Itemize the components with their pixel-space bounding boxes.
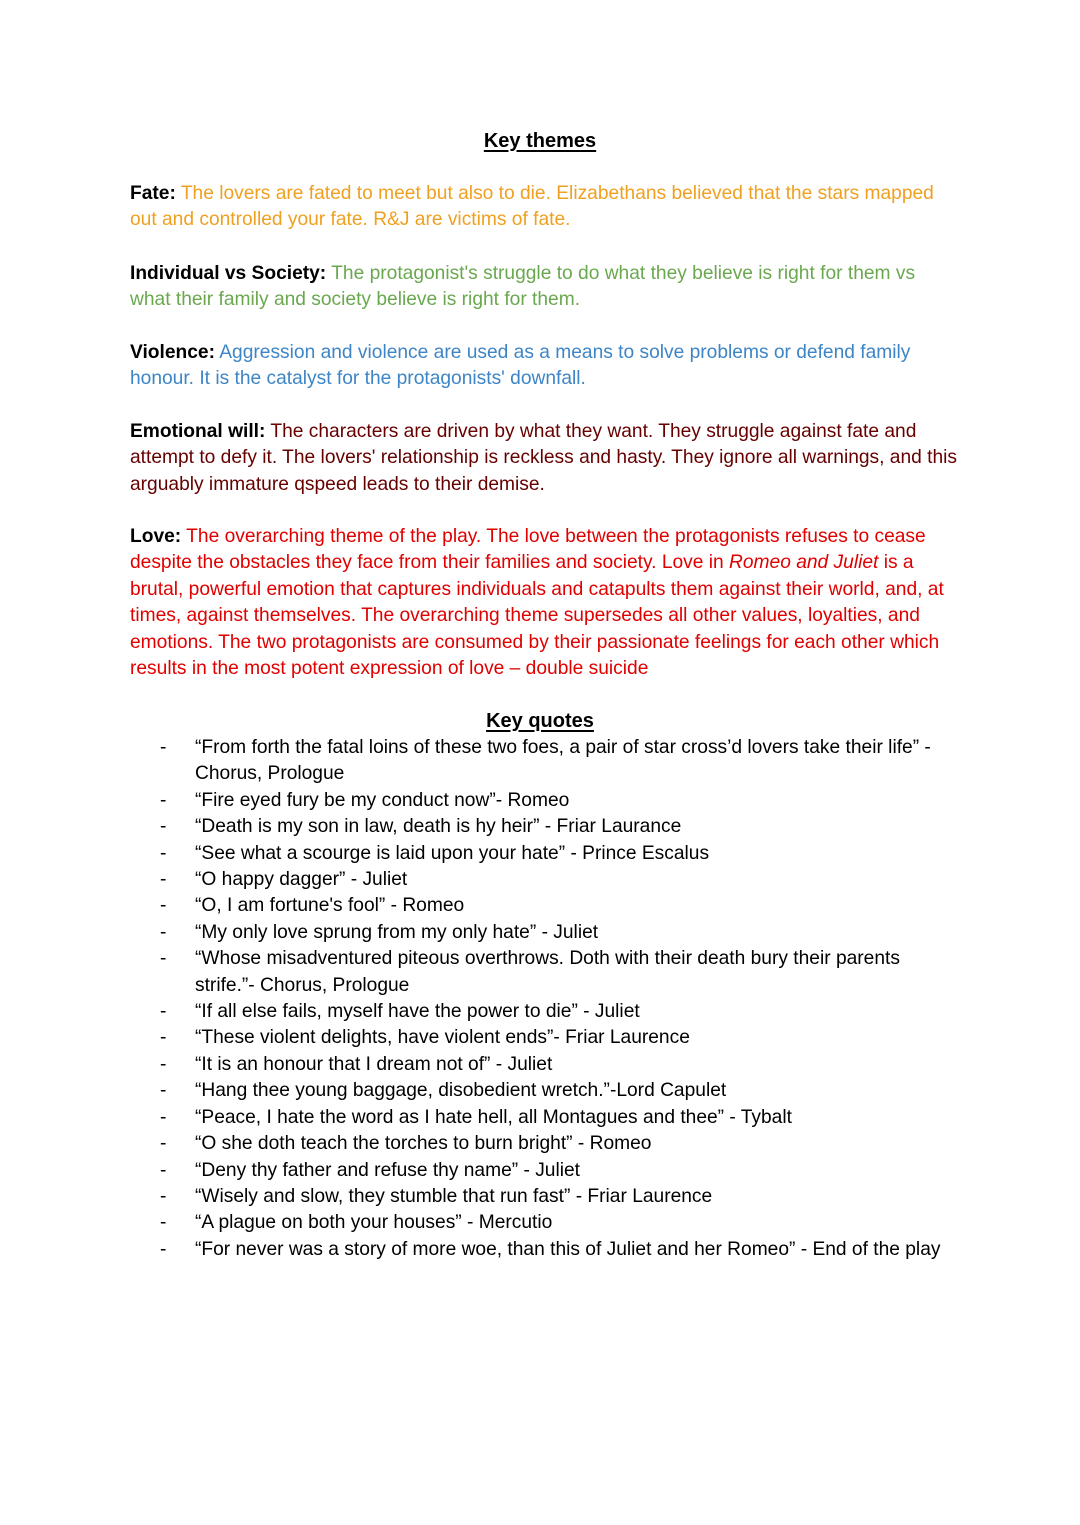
- theme-label: Violence:: [130, 342, 215, 363]
- bullet-dash: -: [160, 1027, 167, 1049]
- theme-fate: [130, 181, 960, 234]
- bullet-dash: -: [160, 737, 167, 758]
- bullet-dash: -: [160, 1001, 167, 1023]
- quote-item: [160, 1184, 960, 1210]
- theme-label: Love:: [130, 526, 182, 547]
- quote-text: “Deny thy father and refuse thy name” - Juliet: [195, 1159, 580, 1181]
- theme-text: is a brutal, powerful emotion that captures individuals and catapults them against their world, and, at times, against themselves. The overarching theme supersedes all other values, loyalties, and emotions. The two protagonists are consumed by their passionate feelings for each other which results in the most potent expression of love – double suicide: [130, 552, 944, 680]
- bullet-dash: -: [160, 1106, 167, 1128]
- quote-text: “A plague on both your houses” - Mercutio: [195, 1212, 553, 1234]
- quote-text: “From forth the fatal loins of these two foes, a pair of star cross’d lovers take their life” - Chorus, Prologue: [195, 737, 931, 785]
- theme-label: Emotional will:: [130, 421, 266, 442]
- quote-item: [160, 1210, 960, 1236]
- play-title: Romeo and Juliet: [729, 552, 879, 574]
- bullet-dash: -: [160, 816, 167, 838]
- theme-love: [130, 524, 960, 682]
- theme-description: The protagonist's struggle to do what they believe is right for them vs what their family and society believe is right for them.: [130, 263, 916, 311]
- quote-text: “Death is my son in law, death is hy heir” - Friar Laurance: [195, 816, 682, 838]
- quote-text: “It is an honour that I dream not of” - Juliet: [195, 1053, 553, 1075]
- theme-description: [130, 526, 944, 679]
- quote-text: “Wisely and slow, they stumble that run fast” - Friar Laurence: [195, 1185, 713, 1207]
- bullet-dash: -: [160, 1080, 167, 1102]
- bullet-dash: -: [160, 921, 167, 943]
- theme-description: The lovers are fated to meet but also to die. Elizabethans believed that the stars mapped out and controlled your fate. R&J are victims of fate.: [130, 183, 934, 231]
- theme-label: Individual vs Society:: [130, 263, 327, 284]
- key-quotes-heading: Key quotes: [486, 710, 594, 732]
- theme-emotional-will: [130, 419, 960, 498]
- quote-item: [160, 893, 960, 919]
- theme-label: Fate:: [130, 183, 176, 204]
- quote-item: [160, 788, 960, 814]
- quote-item: [160, 814, 960, 840]
- theme-individual-vs-society: [130, 261, 960, 314]
- quote-text: “For never was a story of more woe, than this of Juliet and her Romeo” - End of the play: [195, 1238, 941, 1260]
- theme-violence: [130, 340, 960, 393]
- bullet-dash: -: [160, 869, 167, 891]
- quote-item: [160, 1025, 960, 1051]
- quote-item: [160, 1105, 960, 1131]
- quote-text: “See what a scourge is laid upon your hate” - Prince Escalus: [195, 842, 710, 864]
- quote-text: “O happy dagger” - Juliet: [195, 869, 408, 891]
- quote-text: “O she doth teach the torches to burn bright” - Romeo: [195, 1133, 652, 1155]
- quote-item: [160, 1237, 960, 1263]
- quote-item: [160, 1131, 960, 1157]
- quote-item: [160, 999, 960, 1025]
- theme-text: The overarching theme of the play. The love between the protagonists refuses to cease despite the obstacles they face from their families and society. Love in: [130, 526, 926, 574]
- bullet-dash: -: [160, 1053, 167, 1075]
- theme-description: Aggression and violence are used as a means to solve problems or defend family honour. It is the catalyst for the protagonists' downfall.: [130, 342, 911, 390]
- quote-item: [160, 946, 960, 999]
- quote-text: “These violent delights, have violent ends”- Friar Laurence: [195, 1027, 690, 1049]
- quote-item: [160, 841, 960, 867]
- bullet-dash: -: [160, 1133, 167, 1155]
- bullet-dash: -: [160, 1185, 167, 1207]
- quote-item: [160, 1078, 960, 1104]
- bullet-dash: -: [160, 948, 167, 970]
- quote-text: “If all else fails, myself have the power to die” - Juliet: [195, 1001, 640, 1023]
- quote-text: “Peace, I hate the word as I hate hell, all Montagues and thee” - Tybalt: [195, 1106, 792, 1128]
- key-themes-heading: Key themes: [483, 130, 597, 152]
- quote-text: “Fire eyed fury be my conduct now”- Romeo: [195, 789, 570, 811]
- bullet-dash: -: [160, 1212, 167, 1234]
- bullet-dash: -: [160, 1159, 167, 1181]
- bullet-dash: -: [160, 895, 167, 917]
- quote-text: “O, I am fortune's fool” - Romeo: [195, 895, 465, 917]
- quote-text: “My only love sprung from my only hate” - Juliet: [195, 921, 599, 943]
- bullet-dash: -: [160, 1238, 167, 1260]
- quote-item: [160, 1158, 960, 1184]
- quote-text: “Whose misadventured piteous overthrows. Doth with their death bury their parents strife.”- Chorus, Prologue: [195, 948, 900, 996]
- quote-item: [160, 920, 960, 946]
- quote-item: [160, 735, 960, 788]
- bullet-dash: -: [160, 789, 167, 811]
- quotes-list: [160, 735, 960, 1263]
- theme-description: The characters are driven by what they want. They struggle against fate and attempt to defy it. The lovers' relationship is reckless and hasty. They ignore all warnings, and this arguably immature qspeed leads to their demise.: [130, 421, 958, 495]
- quote-text: “Hang thee young baggage, disobedient wretch.”-Lord Capulet: [195, 1080, 727, 1102]
- quote-item: [160, 1052, 960, 1078]
- bullet-dash: -: [160, 842, 167, 864]
- quote-item: [160, 867, 960, 893]
